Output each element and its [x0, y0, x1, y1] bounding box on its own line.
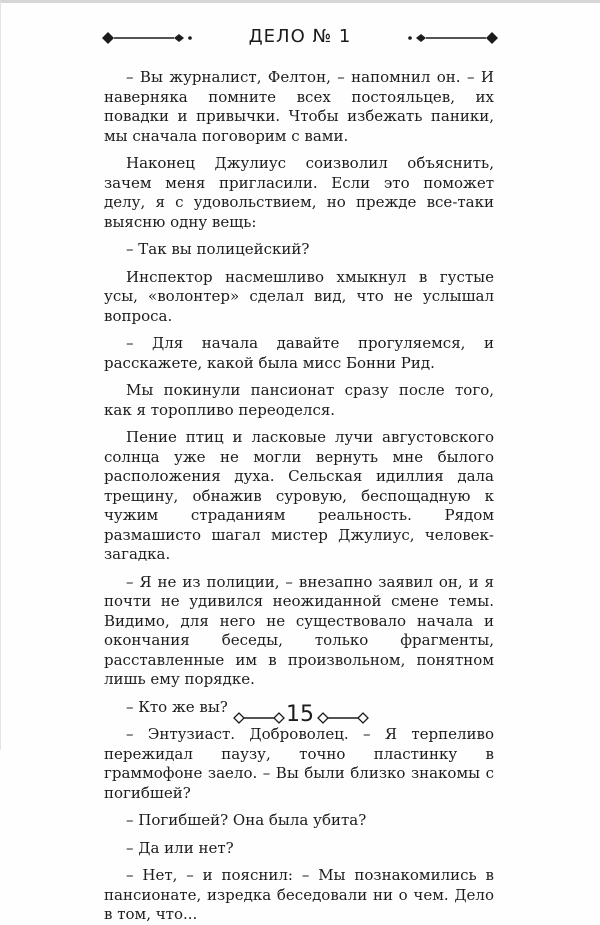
paragraph: – Для начала давайте прогуляемся, и расскажете, какой была мисс Бонни Рид.: [104, 334, 494, 372]
page-body: [104, 68, 494, 925]
paragraph: – Погибшей? Она была убита?: [126, 811, 367, 829]
paragraph: Мы покинули пансионат сразу после того, как я торопливо переоделся.: [104, 381, 494, 419]
footer-ornament-right-icon: [314, 710, 370, 726]
page-footer: [0, 697, 600, 734]
paragraph: – Кто же вы?: [126, 697, 228, 716]
paragraph: – Вы журналист, Фелтон, – напомнил он. – И наверняка помните всех постояльцев, их повадки и привычки. Чтобы избежать паники, мы сначала поговорим с вами.: [104, 68, 494, 145]
paragraph: Инспектор насмешливо хмыкнул в густые усы, «волонтер» сделал вид, что не услышал вопроса.: [104, 267, 494, 325]
header-ornament-right-icon: [390, 30, 500, 46]
page-number: 15: [286, 702, 314, 727]
paragraph: – Нет, – и пояснил: – Мы познакомились в пансионате, изредка беседовали ни о чем. Дело в том, что...: [104, 866, 494, 923]
paragraph: – Так вы полицейский?: [126, 240, 310, 258]
running-header: [100, 22, 500, 52]
paragraph: – Энтузиаст. Доброволец. – Я терпеливо пережидал паузу, точно пластинку в граммофоне заело. – Вы были близко знакомы с погибшей?: [104, 725, 494, 802]
paragraph: – Я не из полиции, – внезапно заявил он, и я почти не удивился неожиданной смене темы. Видимо, для него не существовало начала и окончания беседы, только фрагменты, расставленные им в произвольном, понятном лишь ему порядке.: [104, 572, 494, 688]
chapter-title: ДЕЛО № 1: [248, 26, 352, 47]
paragraph: Наконец Джулиус соизволил объяснить, зачем меня пригласили. Если это поможет делу, я с удовольствием, но прежде все-таки выясню одну вещь:: [104, 154, 494, 231]
paragraph: Пение птиц и ласковые лучи августовского солнца уже не могли вернуть мне былого расположения духа. Сельская идиллия дала трещину, обнажив суровую, беспощадную к чужим страданиям реальность. Рядом размашисто шагал мистер Джулиус, человек-загадка.: [104, 428, 494, 563]
paragraph: – Да или нет?: [126, 838, 234, 857]
